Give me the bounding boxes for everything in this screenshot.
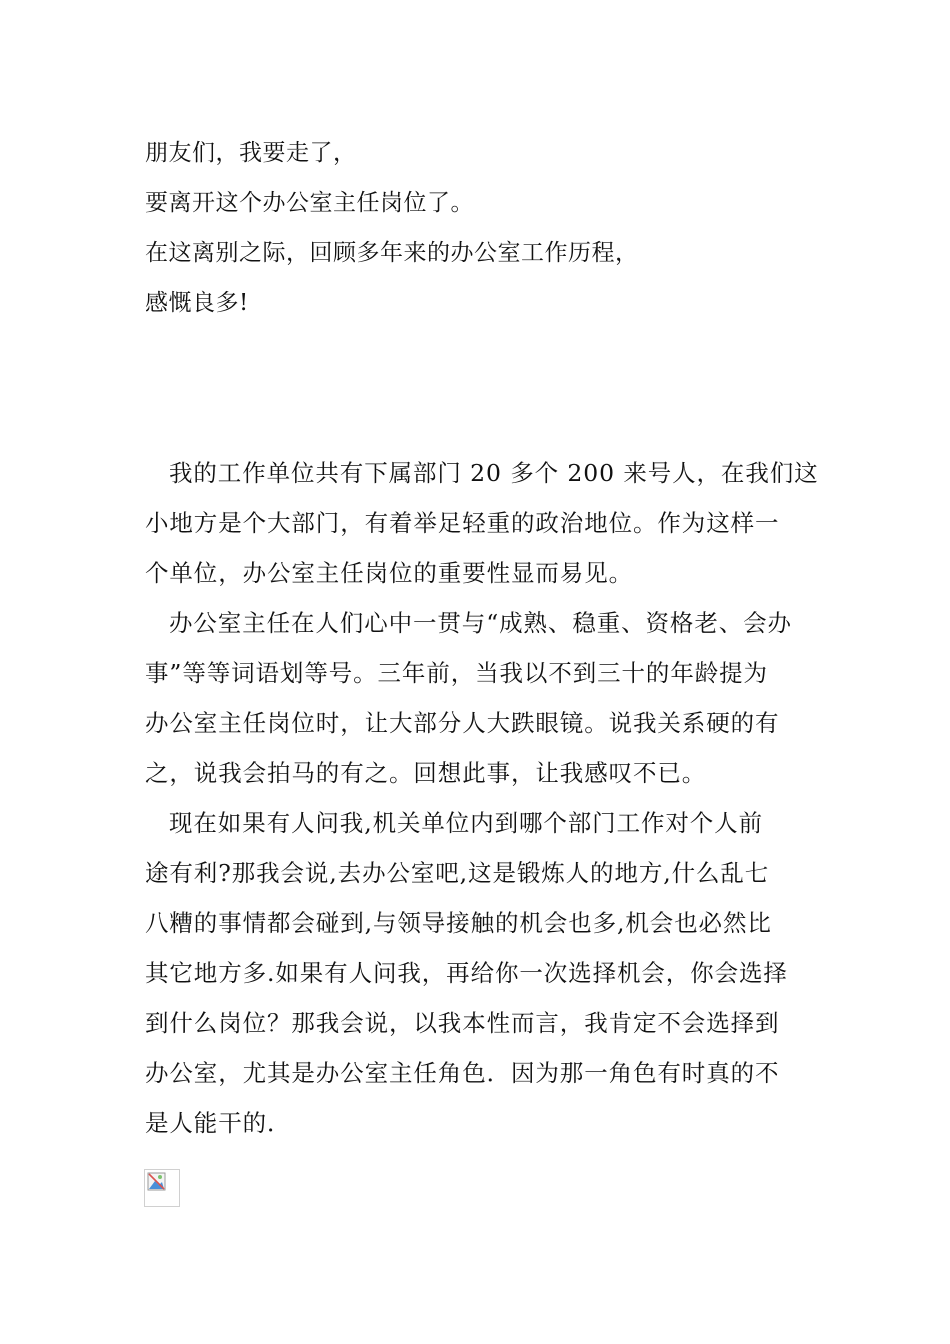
body-line: 之，说我会拍马的有之。回想此事，让我感叹不已。 [145, 759, 707, 787]
body-line: 途有利?那我会说,去办公室吧,这是锻炼人的地方,什么乱七 [145, 859, 770, 887]
body-line: 是人能干的． [145, 1109, 292, 1137]
intro-line: 朋友们，我要走了， [145, 140, 357, 166]
intro-stanza [145, 128, 825, 328]
body-line: 个单位，办公室主任岗位的重要性显而易见。 [145, 559, 633, 587]
body-line: 到什么岗位？那我会说，以我本性而言，我肯定不会选择到 [145, 1009, 780, 1037]
body-line: 我的工作单位共有下属部门 20 多个 200 来号人，在我们这 [169, 459, 819, 487]
body-line: 办公室主任岗位时，让大部分人大跌眼镜。说我关系硬的有 [145, 709, 780, 737]
intro-line: 要离开这个办公室主任岗位了。 [145, 190, 474, 216]
broken-image-icon [147, 1172, 167, 1192]
intro-line: 在这离别之际，回顾多年来的办公室工作历程， [145, 240, 639, 266]
broken-image-placeholder [144, 1169, 180, 1207]
body-line: 办公室，尤其是办公室主任角色．因为那一角色有时真的不 [145, 1059, 780, 1087]
body-line: 现在如果有人问我,机关单位内到哪个部门工作对个人前 [169, 809, 763, 837]
body-line: 八糟的事情都会碰到,与领导接触的机会也多,机会也必然比 [145, 909, 772, 937]
intro-line: 感慨良多! [145, 290, 249, 316]
body-line: 事”等等词语划等号。三年前，当我以不到三十的年龄提为 [145, 659, 768, 687]
body-line: 其它地方多.如果有人问我，再给你一次选择机会，你会选择 [145, 959, 788, 987]
body-line: 小地方是个大部门，有着举足轻重的政治地位。作为这样一 [145, 509, 780, 537]
body-paragraphs [145, 448, 819, 1148]
body-line: 办公室主任在人们心中一贯与“成熟、稳重、资格老、会办 [169, 609, 792, 637]
